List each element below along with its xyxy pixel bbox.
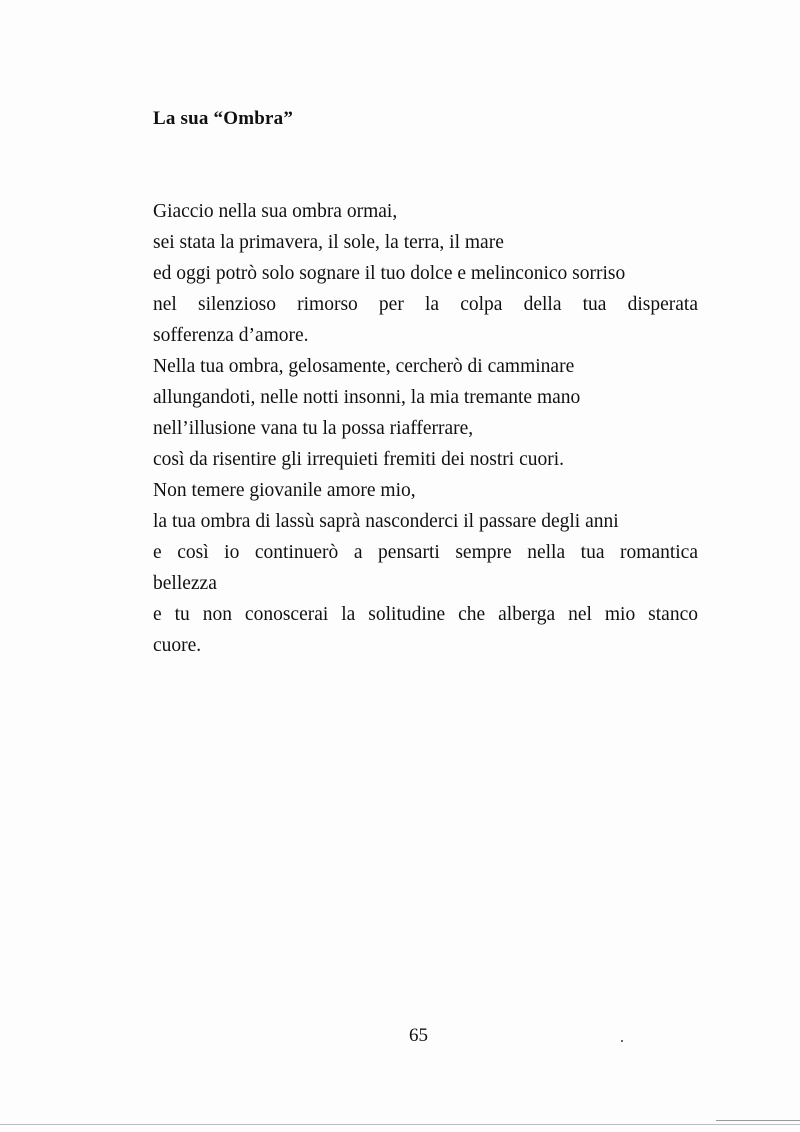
poem-line: e tu non conoscerai la solitudine che alberga nel mio stanco — [153, 604, 698, 625]
poem-line: bellezza — [153, 573, 217, 594]
scan-speck — [621, 1040, 623, 1042]
poem-title: La sua “Ombra” — [153, 108, 294, 129]
scan-edge-line-right — [716, 1120, 800, 1121]
poem-line: la tua ombra di lassù saprà nasconderci il passare degli anni — [153, 511, 619, 532]
poem-line: cuore. — [153, 635, 202, 656]
poem-line: sei stata la primavera, il sole, la terra, il mare — [153, 232, 504, 253]
poem-line: sofferenza d’amore. — [153, 325, 309, 346]
poem-line: allungandoti, nelle notti insonni, la mia tremante mano — [153, 387, 581, 408]
poem-line: nel silenzioso rimorso per la colpa della tua disperata — [153, 294, 698, 315]
page-number: 65 — [409, 1025, 428, 1046]
poem-line: Non temere giovanile amore mio, — [153, 480, 416, 501]
poem-body — [153, 196, 698, 661]
scan-edge-line — [0, 1124, 800, 1125]
poem-line: Giaccio nella sua ombra ormai, — [153, 201, 398, 222]
poem-line: nell’illusione vana tu la possa riafferrare, — [153, 418, 474, 439]
poem-line: ed oggi potrò solo sognare il tuo dolce e melinconico sorriso — [153, 263, 626, 284]
poem-line: e così io continuerò a pensarti sempre nella tua romantica — [153, 542, 698, 563]
poem-line: così da risentire gli irrequieti fremiti dei nostri cuori. — [153, 449, 565, 470]
poem-line: Nella tua ombra, gelosamente, cercherò di camminare — [153, 356, 575, 377]
